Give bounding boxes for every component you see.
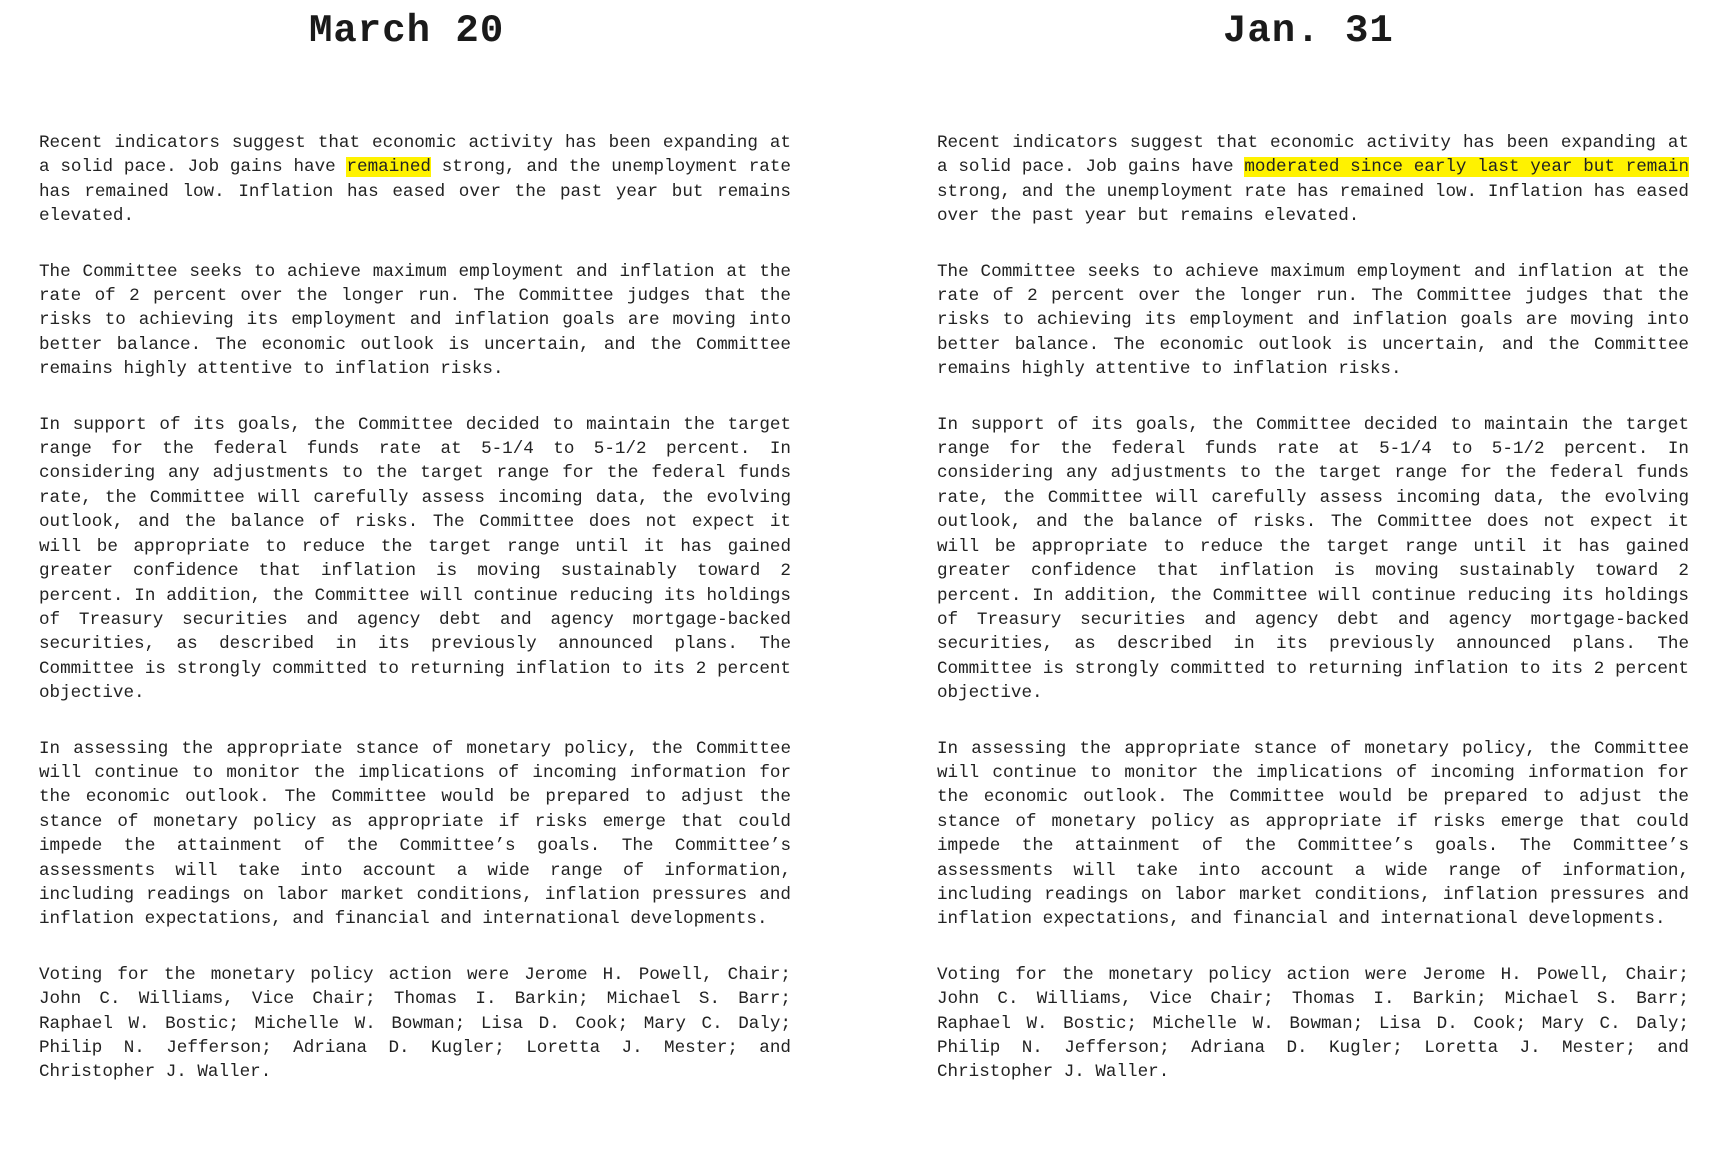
paragraph-policy-decision: In support of its goals, the Committee decided to maintain the target range for the federal funds rate at 5-1/4 to 5-1/2 percent. In considering any adjustments to the target range for the federal funds rate, the Committee will carefully assess incoming data, the evolving outlook, and the balance of risks. The Committee does not expect it will be appropriate to reduce the target range until it has gained greater confidence that inflation is moving sustainably toward 2 percent. In addition, the Committee will continue reducing its holdings of Treasury securities and agency debt and agency mortgage-backed securities, as described in its previously announced plans. The Committee is strongly committed to returning inflation to its 2 percent objective. <box>937 414 1689 704</box>
paragraph-policy-decision: In support of its goals, the Committee decided to maintain the target range for the federal funds rate at 5-1/4 to 5-1/2 percent. In considering any adjustments to the target range for the federal funds rate, the Committee will carefully assess incoming data, the evolving outlook, and the balance of risks. The Committee does not expect it will be appropriate to reduce the target range until it has gained greater confidence that inflation is moving sustainably toward 2 percent. In addition, the Committee will continue reducing its holdings of Treasury securities and agency debt and agency mortgage-backed securities, as described in its previously announced plans. The Committee is strongly committed to returning inflation to its 2 percent objective. <box>39 414 791 704</box>
paragraph-voting: Voting for the monetary policy action were Jerome H. Powell, Chair; John C. Williams, Vice Chair; Thomas I. Barkin; Michael S. Barr; Raphael W. Bostic; Michelle W. Bowman; Lisa D. Cook; Mary C. Daly; Philip N. Jefferson; Adriana D. Kugler; Loretta J. Mester; and Christopher J. Waller. <box>39 964 791 1083</box>
paragraph-text: strong, and the unemployment rate has remained low. Inflation has eased over the past year but remains elevated. <box>937 181 1689 227</box>
paragraph-text: strong, and the unemployment rate has remained low. Inflation has eased over the past year but remains elevated. <box>39 157 791 227</box>
column-title: March 20 <box>309 9 505 53</box>
statement-body <box>937 131 1689 1116</box>
paragraph-economic-activity <box>937 131 1689 229</box>
paragraph-committee-goals: The Committee seeks to achieve maximum employment and inflation at the rate of 2 percent over the longer run. The Committee judges that the risks to achieving its employment and inflation goals are moving into better balance. The economic outlook is uncertain, and the Committee remains highly attentive to inflation risks. <box>937 261 1689 380</box>
paragraph-policy-assessment: In assessing the appropriate stance of monetary policy, the Committee will continue to monitor the implications of incoming information for the economic outlook. The Committee would be prepared to adjust the stance of monetary policy as appropriate if risks emerge that could impede the attainment of the Committee’s goals. The Committee’s assessments will take into account a wide range of information, including readings on labor market conditions, inflation pressures and inflation expectations, and financial and international developments. <box>39 738 791 930</box>
paragraph-committee-goals: The Committee seeks to achieve maximum employment and inflation at the rate of 2 percent over the longer run. The Committee judges that the risks to achieving its employment and inflation goals are moving into better balance. The economic outlook is uncertain, and the Committee remains highly attentive to inflation risks. <box>39 261 791 380</box>
paragraph-text: Recent indicators suggest that economic activity has been expanding at a solid pace. Job gains have <box>39 133 791 178</box>
column-title: Jan. 31 <box>1223 9 1394 53</box>
statement-body <box>39 131 791 1116</box>
paragraph-text: Recent indicators suggest that economic activity has been expanding at a solid pace. Job gains have <box>937 133 1689 178</box>
highlighted-change: remained <box>346 157 431 178</box>
paragraph-economic-activity <box>39 131 791 229</box>
paragraph-voting: Voting for the monetary policy action were Jerome H. Powell, Chair; John C. Williams, Vice Chair; Thomas I. Barkin; Michael S. Barr; Raphael W. Bostic; Michelle W. Bowman; Lisa D. Cook; Mary C. Daly; Philip N. Jefferson; Adriana D. Kugler; Loretta J. Mester; and Christopher J. Waller. <box>937 964 1689 1083</box>
highlighted-change: moderated since early last year but remain <box>1244 157 1689 178</box>
paragraph-policy-assessment: In assessing the appropriate stance of monetary policy, the Committee will continue to monitor the implications of incoming information for the economic outlook. The Committee would be prepared to adjust the stance of monetary policy as appropriate if risks emerge that could impede the attainment of the Committee’s goals. The Committee’s assessments will take into account a wide range of information, including readings on labor market conditions, inflation pressures and inflation expectations, and financial and international developments. <box>937 738 1689 930</box>
